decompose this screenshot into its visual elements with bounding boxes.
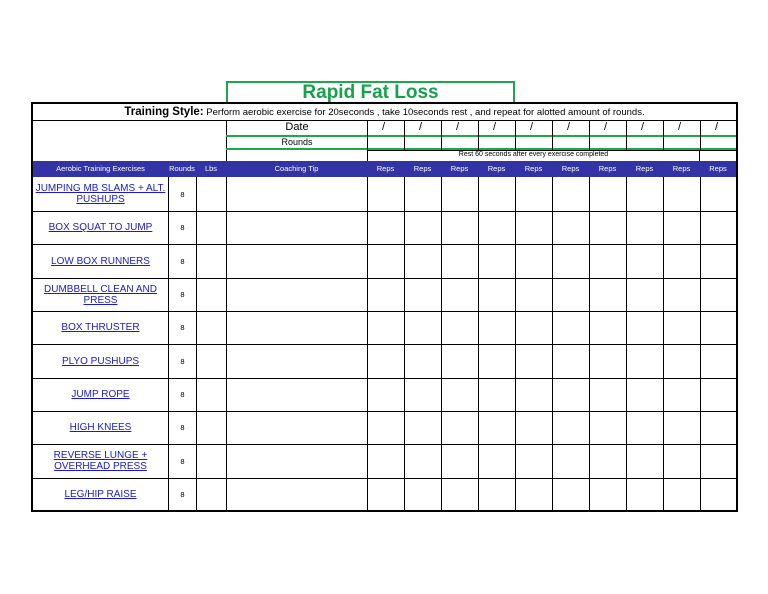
date-column-divider xyxy=(515,120,516,150)
col-header-reps: Reps xyxy=(524,164,543,173)
date-slash: / xyxy=(530,121,534,133)
exercise-link[interactable]: DUMBBELL CLEAN AND PRESS xyxy=(44,283,157,306)
training-style-text: Perform aerobic exercise for 20seconds , take 10seconds rest , and repeat for alotted amount of rounds. xyxy=(203,107,645,118)
col-header-lbs: Lbs xyxy=(204,164,218,173)
col-header-reps: Reps xyxy=(709,164,727,173)
training-style-row xyxy=(33,104,736,120)
col-header-coaching-tip: Coaching Tip xyxy=(274,164,319,173)
date-slash: / xyxy=(567,121,571,133)
sheet-title: Rapid Fat Loss xyxy=(226,81,515,104)
date-column-divider xyxy=(626,120,627,150)
date-column-divider xyxy=(404,120,405,150)
date-slash: / xyxy=(419,121,423,133)
col-header-reps: Reps xyxy=(450,164,469,173)
col-header-reps: Reps xyxy=(598,164,617,173)
date-column-divider xyxy=(663,120,664,150)
exercise-link[interactable]: BOX SQUAT TO JUMP xyxy=(48,222,153,233)
date-slash: / xyxy=(382,121,386,133)
rounds-value: 8 xyxy=(180,323,185,332)
date-slash: / xyxy=(456,121,460,133)
rounds-value: 8 xyxy=(180,390,185,399)
exercise-link[interactable]: LEG/HIP RAISE xyxy=(64,489,137,500)
date-column-divider xyxy=(441,120,442,150)
header-divider xyxy=(699,150,700,161)
rounds-value: 8 xyxy=(180,223,185,232)
rounds-value: 8 xyxy=(180,456,185,466)
date-label: Date xyxy=(285,121,309,133)
date-column-divider xyxy=(552,120,553,150)
rounds-value: 8 xyxy=(180,256,185,266)
exercise-link[interactable]: PLYO PUSHUPS xyxy=(61,355,140,367)
training-style-label: Training Style: xyxy=(124,106,204,118)
col-header-reps: Reps xyxy=(376,164,395,173)
col-header-reps: Reps xyxy=(487,164,506,173)
date-slash: / xyxy=(604,121,608,133)
rounds-value: 8 xyxy=(180,189,185,199)
exercise-link[interactable]: BOX THRUSTER xyxy=(61,322,140,333)
date-column-divider xyxy=(589,120,590,150)
rounds-value: 8 xyxy=(180,490,185,499)
col-header-reps: Reps xyxy=(561,164,580,173)
date-slash: / xyxy=(493,121,497,133)
col-header-rounds: Rounds xyxy=(169,164,195,173)
exercise-link[interactable]: HIGH KNEES xyxy=(69,422,132,433)
date-column-divider xyxy=(367,120,368,150)
exercise-link[interactable]: JUMP ROPE xyxy=(71,389,130,400)
col-header-exercises: Aerobic Training Exercises xyxy=(56,164,145,173)
rounds-label: Rounds xyxy=(281,137,313,147)
date-column-divider xyxy=(700,120,701,150)
rounds-value: 8 xyxy=(180,290,185,299)
rounds-value: 8 xyxy=(180,356,185,366)
date-column-divider xyxy=(478,120,479,150)
col-header-reps: Reps xyxy=(413,164,432,173)
col-header-reps: Reps xyxy=(672,164,691,173)
rest-note: Rest 60 seconds after every exercise completed xyxy=(458,151,609,158)
date-slash: / xyxy=(715,121,719,133)
exercise-link[interactable]: JUMPING MB SLAMS + ALT. PUSHUPS xyxy=(35,183,166,205)
rounds-value: 8 xyxy=(180,423,185,432)
date-slash: / xyxy=(641,121,645,133)
col-header-reps: Reps xyxy=(635,164,654,173)
exercise-link[interactable]: LOW BOX RUNNERS xyxy=(51,255,150,267)
exercise-link[interactable]: REVERSE LUNGE + OVERHEAD PRESS xyxy=(53,450,148,472)
date-slash: / xyxy=(678,121,682,133)
